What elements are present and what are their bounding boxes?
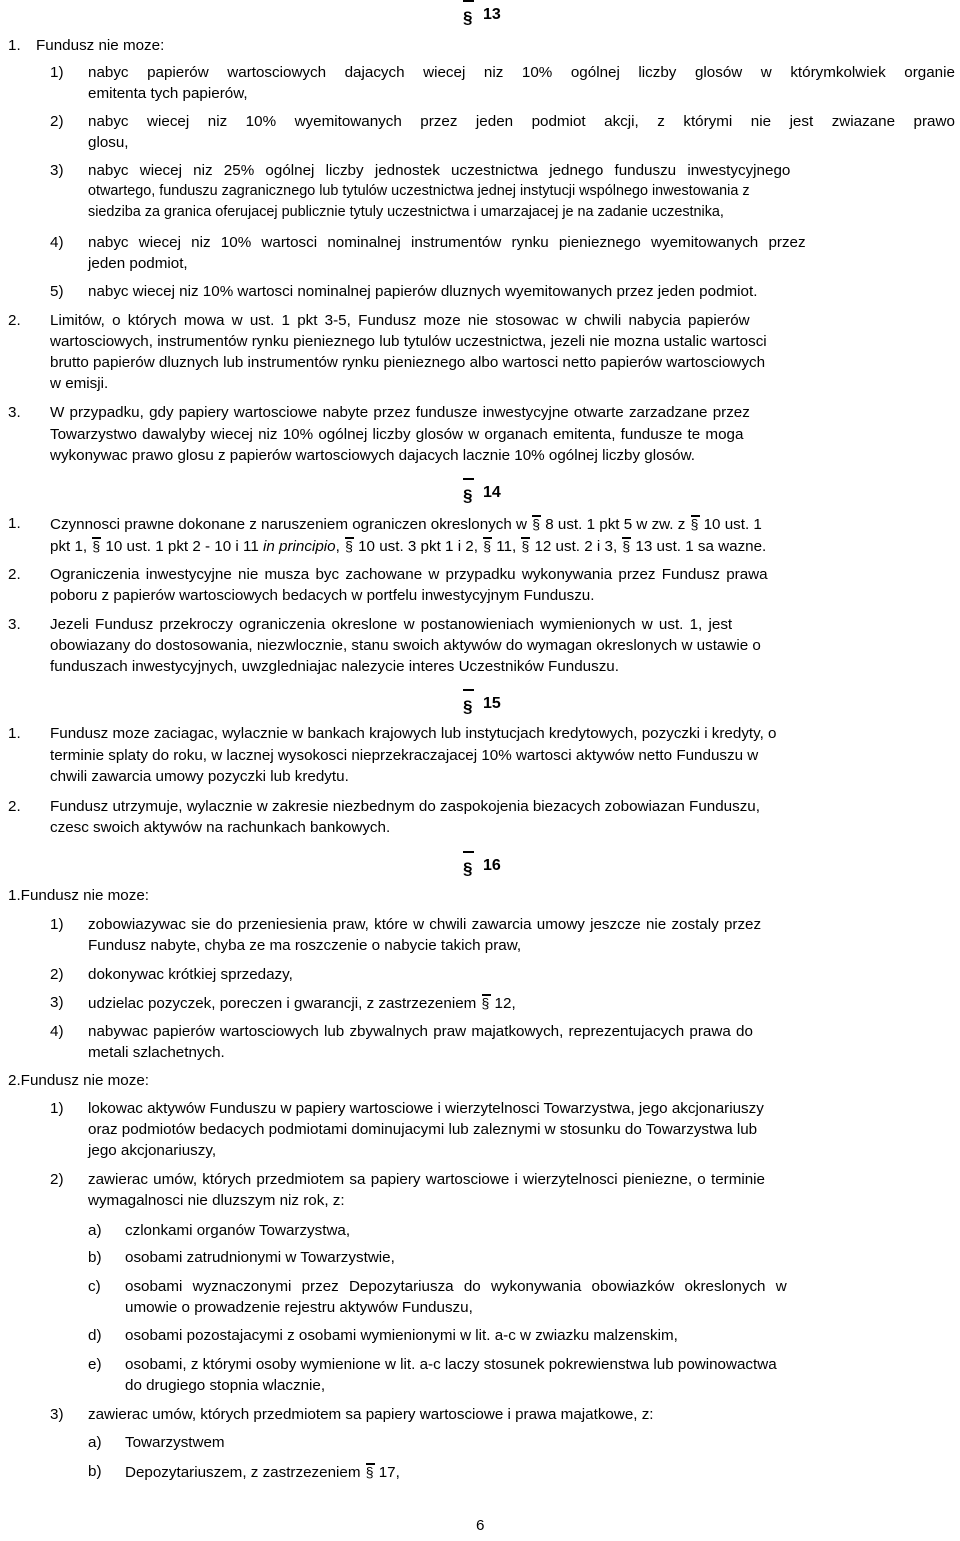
text-line: Jezeli Fundusz przekroczy ograniczenia okreslone w postanowieniach wymienionych w ust. 1, jest bbox=[50, 616, 733, 633]
text-line: zobowiazywac sie do przeniesienia praw, które w chwili zawarcia umowy jeszcze nie zostaly przez bbox=[88, 916, 762, 933]
list-number: 3) bbox=[50, 994, 64, 1011]
text-line: nabyc wiecej niz 25% ogólnej liczby jednostek uczestnictwa jednego funduszu inwestycyjnego bbox=[88, 162, 791, 179]
paragraph-sign-icon: § bbox=[481, 995, 490, 1011]
text-line: W przypadku, gdy papiery wartosciowe nabyte przez fundusze inwestycyjne otwarte zarzadzane przez bbox=[50, 404, 750, 421]
text-line: osobami wyznaczonymi przez Depozytariusza do wykonywania obowiazków okreslonych w bbox=[125, 1278, 787, 1295]
paragraph-sign-icon: § bbox=[521, 538, 530, 554]
text-line: osobami, z którymi osoby wymienione w lit. a-c laczy stosunek pokrewienstwa lub powinowactwa bbox=[125, 1356, 777, 1373]
list-number: 2) bbox=[50, 966, 64, 983]
paragraph-sign-icon: § bbox=[622, 538, 631, 554]
text-line: pkt 1, § 10 ust. 1 pkt 2 - 10 i 11 in principio, § 10 ust. 3 pkt 1 i 2, § 11, § 12 ust. 2 i 3, § 13 ust. 1 sa wazne. bbox=[50, 538, 767, 555]
text-line: nabyc wiecej niz 10% wartosci nominalnej instrumentów rynku pienieznego wyemitowanych przez bbox=[88, 234, 806, 251]
text-line: emitenta tych papierów, bbox=[88, 85, 248, 102]
text-line: nabyc papierów wartosciowych dajacych wiecej niz 10% ogólnej liczby glosów w którymkolwiek organie bbox=[88, 64, 955, 81]
text-line: w emisji. bbox=[50, 375, 109, 392]
list-number: b) bbox=[88, 1249, 102, 1266]
text-line: chwili zawarcia umowy pozyczki lub kredytu. bbox=[50, 768, 349, 785]
list-number: 1) bbox=[50, 64, 64, 81]
paragraph-sign-icon: § bbox=[345, 538, 353, 554]
text-line: obowiazany do dostosowania, niezwlocznie, stanu swoich aktywów do wymagan okreslonych w ustawie o bbox=[50, 637, 761, 654]
text-line: Czynnosci prawne dokonane z naruszeniem ograniczen okreslonych w § 8 ust. 1 pkt 5 w zw. z § 10 ust. 1 bbox=[50, 516, 762, 533]
text-line: glosu, bbox=[88, 134, 129, 151]
paragraph-sign-icon: § bbox=[690, 516, 699, 532]
list-number: 2. bbox=[8, 566, 21, 583]
text-line: Fundusz nabyte, chyba ze ma roszczenie o nabycie takich praw, bbox=[88, 937, 522, 954]
section-14-heading: § 14 bbox=[463, 478, 501, 502]
text-line: czlonkami organów Towarzystwa, bbox=[125, 1222, 351, 1239]
text-line: zawierac umów, których przedmiotem sa papiery wartosciowe i wierzytelnosci pieniezne, o terminie bbox=[88, 1171, 765, 1188]
list-number: 1. bbox=[8, 37, 21, 54]
text-line: wymagalnosci nie dluzszym niz rok, z: bbox=[88, 1192, 345, 1209]
text-line: otwartego, funduszu zagranicznego lub tytulów uczestnictwa jednej instytucji wspólnego inwestowania z bbox=[88, 183, 750, 199]
list-number: 4) bbox=[50, 1023, 64, 1040]
text-line: Towarzystwo dawalyby wiecej niz 10% ogólnej liczby glosów w organach emitenta, fundusze te moga bbox=[50, 426, 744, 443]
text-line: Towarzystwem bbox=[125, 1434, 225, 1451]
paragraph-sign-icon: § bbox=[532, 516, 541, 532]
text-line: udzielac pozyczek, poreczen i gwarancji, z zastrzezeniem § 12, bbox=[88, 995, 516, 1012]
list-number: a) bbox=[88, 1222, 102, 1239]
text-line: osobami pozostajacymi z osobami wymienionymi w lit. a-c w zwiazku malzenskim, bbox=[125, 1327, 678, 1344]
section-16-heading: § 16 bbox=[463, 851, 501, 875]
list-number: c) bbox=[88, 1278, 101, 1295]
paragraph-sign-icon: § bbox=[463, 851, 474, 875]
text-line: funduszach inwestycyjnych, uwzgledniajac nalezycie interes Uczestników Funduszu. bbox=[50, 658, 619, 675]
paragraph-sign-icon: § bbox=[463, 0, 474, 24]
text-line: dokonywac krótkiej sprzedazy, bbox=[88, 966, 293, 983]
list-number: 3) bbox=[50, 162, 64, 179]
text-line: Ograniczenia inwestycyjne nie musza byc zachowane w przypadku wykonywania przez Fundusz prawa bbox=[50, 566, 768, 583]
text-line: poboru z papierów wartosciowych bedacych w portfelu inwestycyjnym Funduszu. bbox=[50, 587, 595, 604]
list-number: 2. bbox=[8, 312, 21, 329]
text-line: czesc swoich aktywów na rachunkach bankowych. bbox=[50, 819, 391, 836]
list-number: d) bbox=[88, 1327, 102, 1344]
page-number: 6 bbox=[476, 1517, 485, 1534]
text-line: nabyc wiecej niz 10% wyemitowanych przez jeden podmiot akcji, z którymi nie jest zwiazane prawo bbox=[88, 113, 955, 130]
list-number: 2) bbox=[50, 1171, 64, 1188]
list-number: e) bbox=[88, 1356, 102, 1373]
paragraph-sign-icon: § bbox=[463, 478, 474, 502]
text-line: terminie splaty do roku, w lacznej wysokosci nieprzekraczajacej 10% wartosci aktywów netto Funduszu w bbox=[50, 747, 759, 764]
paragraph-sign-icon: § bbox=[463, 689, 474, 713]
text-line: siedziba za granica oferujacej publicznie tytuly uczestnictwa i umarzajacej je na zadanie uczestnika, bbox=[88, 204, 724, 220]
list-number: 1. bbox=[8, 725, 21, 742]
list-number: b) bbox=[88, 1463, 102, 1480]
paragraph-sign-icon: § bbox=[365, 1464, 374, 1480]
text-line: jego akcjonariuszy, bbox=[88, 1142, 217, 1159]
text-line: wartosciowych, instrumentów rynku pienieznego lub tytulów uczestnictwa, jezeli nie mozna ustalic wartosci bbox=[50, 333, 767, 350]
text-line: Fundusz moze zaciagac, wylacznie w bankach krajowych lub instytucjach kredytowych, pozyczki i kredyty, o bbox=[50, 725, 777, 742]
paragraph-heading: 1.Fundusz nie moze: bbox=[8, 887, 149, 904]
list-number: 3. bbox=[8, 616, 21, 633]
paragraph-heading: 2.Fundusz nie moze: bbox=[8, 1072, 149, 1089]
list-number: 3) bbox=[50, 1406, 64, 1423]
paragraph-sign-icon: § bbox=[92, 538, 101, 554]
list-number: 1. bbox=[8, 515, 21, 532]
paragraph-sign-icon: § bbox=[483, 538, 491, 554]
list-number: a) bbox=[88, 1434, 102, 1451]
text-line: oraz podmiotów bedacych podmiotami dominujacymi lub zaleznymi w stosunku do Towarzystwa lub bbox=[88, 1121, 758, 1138]
text-line: wykonywac prawo glosu z papierów wartosciowych dajacych lacznie 10% ogólnej liczby glosów. bbox=[50, 447, 695, 464]
text-line: Depozytariuszem, z zastrzezeniem § 17, bbox=[125, 1464, 400, 1481]
list-number: 1) bbox=[50, 1100, 64, 1117]
text-line: do drugiego stopnia wlacznie, bbox=[125, 1377, 326, 1394]
list-number: 5) bbox=[50, 283, 64, 300]
text-line: metali szlachetnych. bbox=[88, 1044, 225, 1061]
text-line: brutto papierów dluznych lub instrumentów rynku pienieznego albo wartosci netto papierów wartosciowych bbox=[50, 354, 766, 371]
list-number: 3. bbox=[8, 404, 21, 421]
list-number: 2) bbox=[50, 113, 64, 130]
text-line: nabyc wiecej niz 10% wartosci nominalnej papierów dluznych wyemitowanych przez jeden podmiot. bbox=[88, 283, 758, 300]
text-line: zawierac umów, których przedmiotem sa papiery wartosciowe i prawa majatkowe, z: bbox=[88, 1406, 654, 1423]
paragraph-heading: Fundusz nie moze: bbox=[36, 37, 165, 54]
text-line: lokowac aktywów Funduszu w papiery wartosciowe i wierzytelnosci Towarzystwa, jego akcjonariuszy bbox=[88, 1100, 764, 1117]
section-13-heading: § 13 bbox=[463, 0, 501, 24]
section-15-heading: § 15 bbox=[463, 689, 501, 713]
list-number: 4) bbox=[50, 234, 64, 251]
text-line: jeden podmiot, bbox=[88, 255, 188, 272]
list-number: 1) bbox=[50, 916, 64, 933]
list-number: 2. bbox=[8, 798, 21, 815]
text-line: Limitów, o których mowa w ust. 1 pkt 3-5, Fundusz moze nie stosowac w chwili nabycia papierów bbox=[50, 312, 750, 329]
text-line: osobami zatrudnionymi w Towarzystwie, bbox=[125, 1249, 395, 1266]
text-line: Fundusz utrzymuje, wylacznie w zakresie niezbednym do zaspokojenia biezacych zobowiazan Funduszu, bbox=[50, 798, 760, 815]
text-line: nabywac papierów wartosciowych lub zbywalnych praw majatkowych, reprezentujacych prawa do bbox=[88, 1023, 753, 1040]
text-line: umowie o prowadzenie rejestru aktywów Funduszu, bbox=[125, 1299, 473, 1316]
